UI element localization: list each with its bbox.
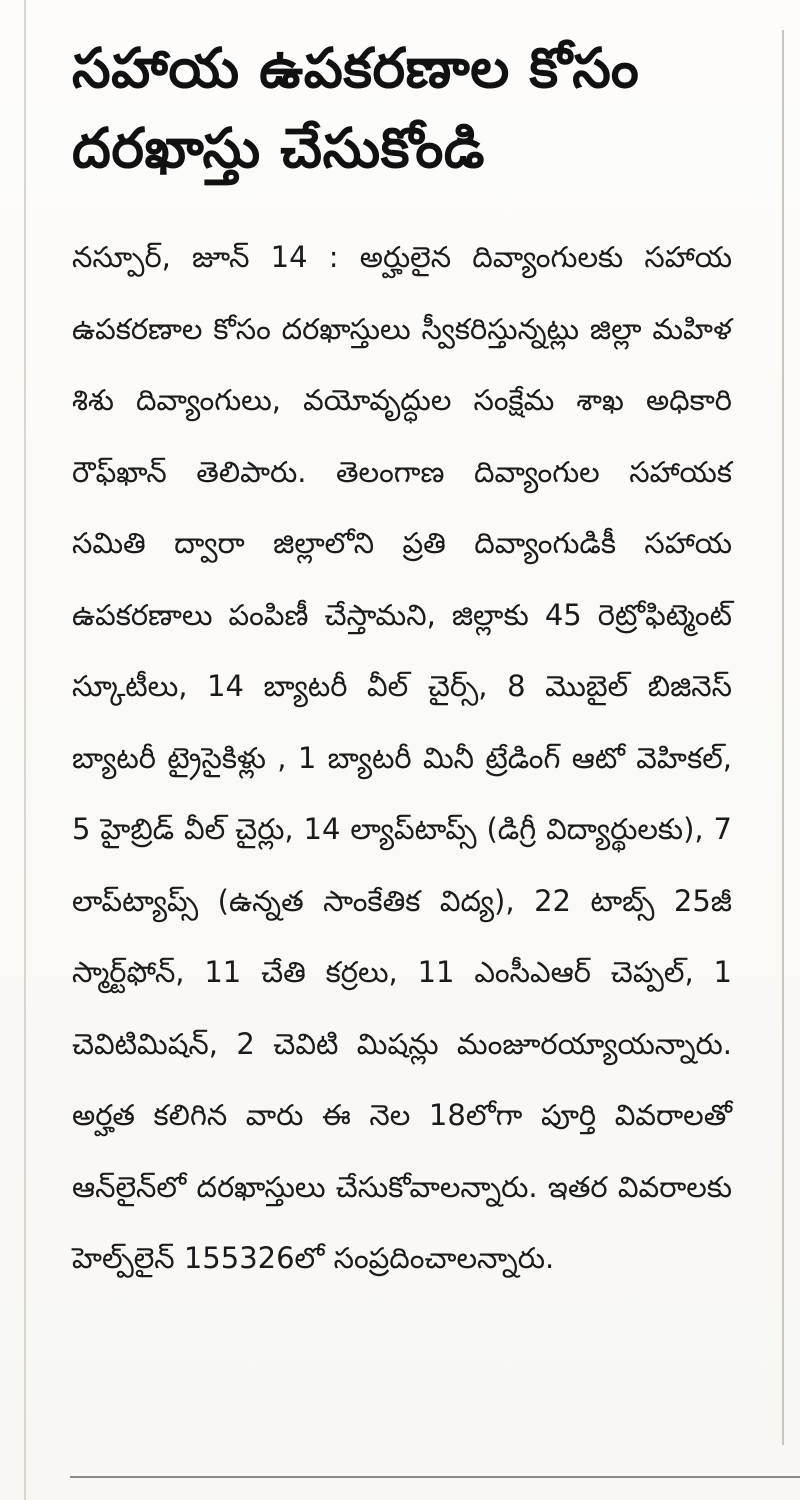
article-headline	[72, 28, 752, 188]
article-body: నస్పూర్, జూన్ 14 : అర్హులైన దివ్యాంగులకు సహాయ ఉపకరణాల కోసం దరఖాస్తులు స్వీకరిస్తున్నట్లు జిల్లా మహిళ శిశు దివ్యాంగులు, వయోవృద్ధుల సంక్షేమ శాఖ అధికారి రౌఫ్‌ఖాన్ తెలిపారు. తెలంగాణ దివ్యాంగుల సహాయక సమితి ద్వారా జిల్లాలోని ప్రతి దివ్యాంగుడికీ సహాయ ఉపకరణాలు పంపిణీ చేస్తామని, జిల్లాకు 45 రెట్రోఫిట్మెంట్ స్కూటీలు, 14 బ్యాటరీ వీల్ చైర్స్, 8 మొబైల్ బిజినెస్ బ్యాటరీ ట్రైసైకిళ్లు , 1 బ్యాటరీ మినీ ట్రేడింగ్ ఆటో వెహికల్, 5 హైబ్రిడ్ వీల్ చైర్లు, 14 ల్యాప్‌టాప్స్ (డిగ్రీ విద్యార్థులకు), 7 లాప్‌ట్యాప్స్ (ఉన్నత సాంకేతిక విద్య), 22 టాబ్స్ 25జీ స్మార్ట్‌ఫోన్, 11 చేతి కర్రలు, 11 ఎంసీఎఆర్ చెప్పల్, 1 చెవిటిమిషన్, 2 చెవిటి మిషన్లు మంజూరయ్యాయన్నారు. అర్హత కలిగిన వారు ఈ నెల 18లోగా పూర్తి వివరాలతో ఆన్‌లైన్‌లో దరఖాస్తులు చేసుకోవాలన్నారు. ఇతర వివరాలకు హెల్ప్‌లైన్ 155326లో సంప్రదించాలన్నారు.	[72, 240, 732, 1275]
headline-line-1: సహాయ ఉపకరణాల కోసం	[72, 36, 640, 100]
bottom-rule	[70, 1476, 800, 1478]
left-column-rule	[24, 0, 26, 1500]
headline-line-2: దరఖాస్తు చేసుకోండి	[72, 116, 485, 180]
right-column-rule	[782, 30, 784, 1445]
